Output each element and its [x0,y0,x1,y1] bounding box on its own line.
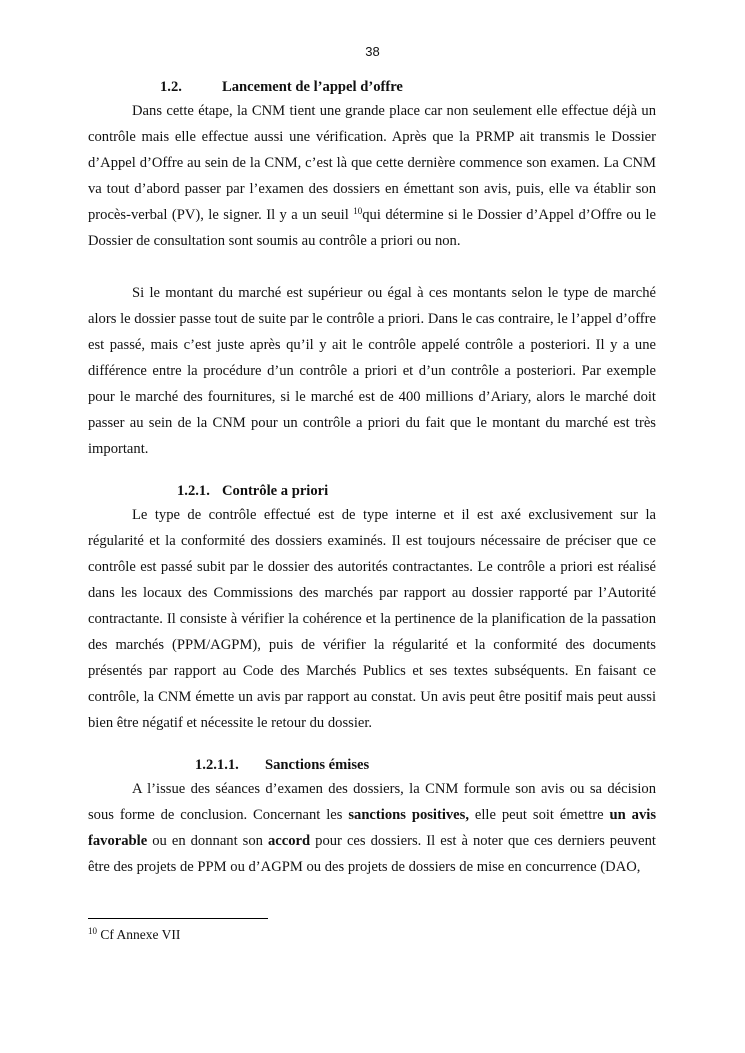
heading-number: 1.2.1. [177,483,210,499]
paragraph-text: Dans cette étape, la CNM tient une grande place car non seulement elle effectue déjà un contrôle mais elle effectue aussi une vérification. Après que la PRMP ait transmis le Dossier d’Appel d’Offre au sein de la CNM, c’est là que cette dernière commence son examen. La CNM va tout d’abord passer par l’examen des dossiers en émettant son avis, puis, elle va établir son procès-verbal (PV), le signer. Il y a un seuil [88,103,656,223]
footnote-text: Cf Annexe VII [97,927,181,942]
paragraph-text: elle peut soit émettre [469,807,610,823]
paragraph-2: Si le montant du marché est supérieur ou égal à ces montants selon le type de marché alors le dossier passe tout de suite par le contrôle a priori. Dans le cas contraire, le l’appel d’offre est passé, mais c’est juste après qu’il y ait le contrôle appelé contrôle a posteriori. Il y a une différence entre la procédure d’un contrôle a priori et d’un contrôle a posteriori. Par exemple pour le marché des fournitures, si le marché est de 400 millions d’Ariary, alors le marché doit passer au sein de la CNM pour un contrôle a priori du fait que le montant du marché est très important. [88,285,656,457]
heading-1-2 [88,76,656,98]
paragraph-text: pour ces dossiers. Il est à noter que ces derniers peuvent être des projets de PPM ou d’AGPM ou des projets de dossiers de mise en concurrence (DAO, [88,833,656,875]
paragraph-4 [88,776,656,880]
paragraph-text: qui détermine si le Dossier d’Appel d’Offre ou le Dossier de consultation sont soumis au contrôle a priori ou non. [88,207,656,249]
paragraph-3: Le type de contrôle effectué est de type interne et il est axé exclusivement sur la régularité et la conformité des dossiers examinés. Il est toujours nécessaire de préciser que ce contrôle est passé subit par le dossier des autorités contractantes. Le contrôle a priori est réalisé dans les locaux des Commissions des marchés par rapport au dossier rapporté par l’Autorité contractante. Il consiste à vérifier la cohérence et la pertinence de la planification de la passation des marchés (PPM/AGPM), puis de vérifier la régularité et la conformité des documents présentés par rapport au Code des Marchés Publics et ses textes subséquents. En faisant ce contrôle, la CNM émette un avis par rapport au constat. Un avis peut être positif mais peut aussi bien être négatif et nécessite le retour du dossier. [88,507,656,731]
heading-title: Sanctions émises [265,757,370,773]
heading-1-2-1-1 [88,754,656,776]
heading-1-2-1 [88,480,656,502]
paragraph-text: ou en donnant son [147,833,268,849]
page-number: 38 [365,44,380,59]
bold-text: accord [267,833,311,849]
document-body [88,76,656,880]
bold-text: sanctions positives, [348,807,469,823]
bold-text: un avis favorable [88,807,657,849]
footnote-reference[interactable]: 10 [353,206,363,216]
paragraph-text: A l’issue des séances d’examen des dossiers, la CNM formule son avis ou sa décision sous forme de conclusion. Concernant les [88,781,656,823]
heading-title: Contrôle a priori [222,483,329,499]
footnote-number: 10 [88,926,97,936]
heading-number: 1.2.1.1. [195,757,239,773]
heading-number: 1.2. [160,79,182,95]
footnote [88,926,180,944]
paragraph-1 [88,98,656,254]
heading-title: Lancement de l’appel d’offre [222,79,403,95]
footnote-separator [88,918,268,919]
